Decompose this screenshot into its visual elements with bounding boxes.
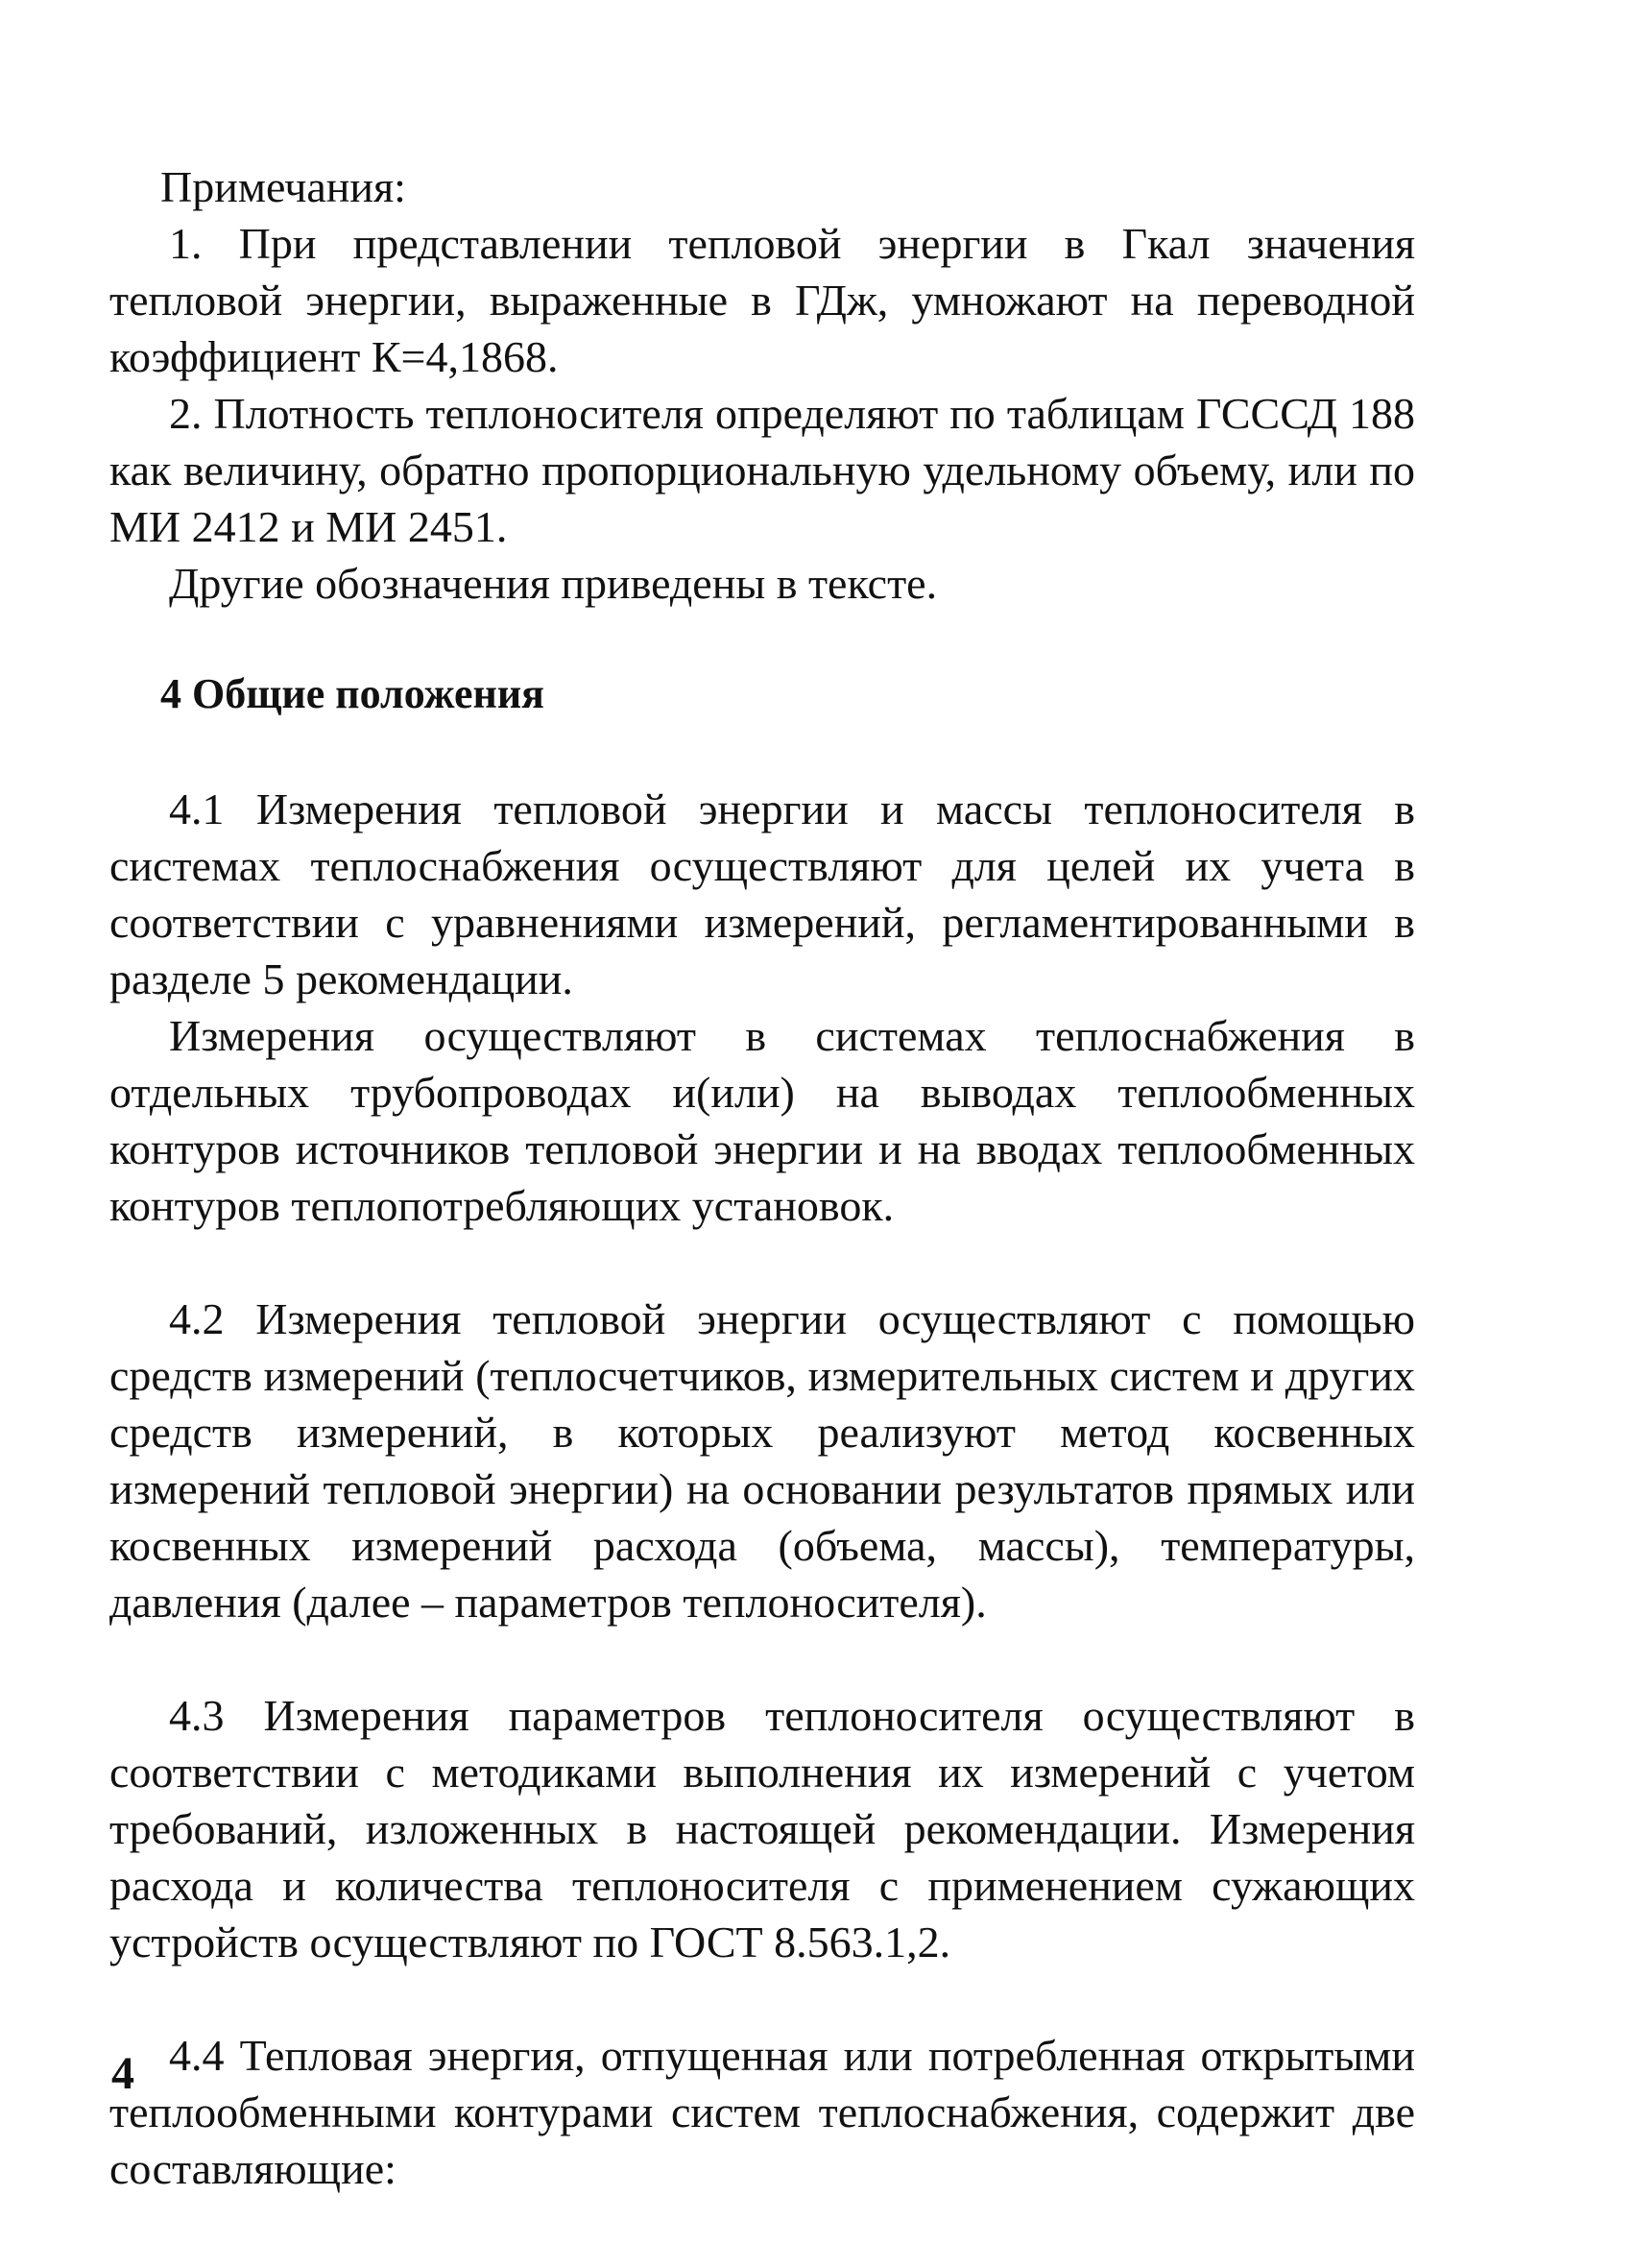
note-item-2: 2. Плотность теплоносителя определяют по таблицам ГСССД 188 как величину, обратно пропорциональную удельному объему, или по МИ 2412 и МИ 2451. [109,389,1415,551]
paragraph-4-2: 4.2 Измерения тепловой энергии осуществляют с помощью средств измерений (теплосчетчиков, измерительных систем и других средств измерений, в которых реализуют метод косвенных измерений тепловой энергии) на основании результатов прямых или косвенных измерений расхода (объема, массы), температуры, давления (далее – параметров теплоносителя). [109,1294,1415,1627]
section-heading: 4 Общие положения [160,670,544,717]
paragraph-4-3: 4.3 Измерения параметров теплоносителя осуществляют в соответствии с методиками выполнения их измерений с учетом требований, изложенных в настоящей рекомендации. Измерения расхода и количества теплоносителя с применением сужающих устройств осуществляют по ГОСТ 8.563.1,2. [109,1691,1415,1966]
note-item-1: 1. При представлении тепловой энергии в Гкал значения тепловой энергии, выраженные в ГДж, умножают на переводной коэффициент К=4,1868. [109,219,1415,381]
document-page [109,158,1415,2197]
paragraph-4-4: 4.4 Тепловая энергия, отпущенная или потребленная открытыми теплообменными контурами систем теплоснабжения, содержит две составляющие: [109,2031,1415,2193]
paragraph-4-1-continued: Измерения осуществляют в системах теплоснабжения в отдельных трубопроводах и(или) на выводах теплообменных контуров источников тепловой энергии и на вводах теплообменных контуров теплопотребляющих установок. [109,1011,1415,1230]
notes-title: Примечания: [160,162,406,211]
notes-other-designations: Другие обозначения приведены в тексте. [169,559,938,608]
page-number: 4 [111,2048,134,2099]
paragraph-4-1: 4.1 Измерения тепловой энергии и массы теплоносителя в системах теплоснабжения осуществляют для целей их учета в соответствии с уравнениями измерений, регламентированными в разделе 5 рекомендации. [109,784,1415,1003]
